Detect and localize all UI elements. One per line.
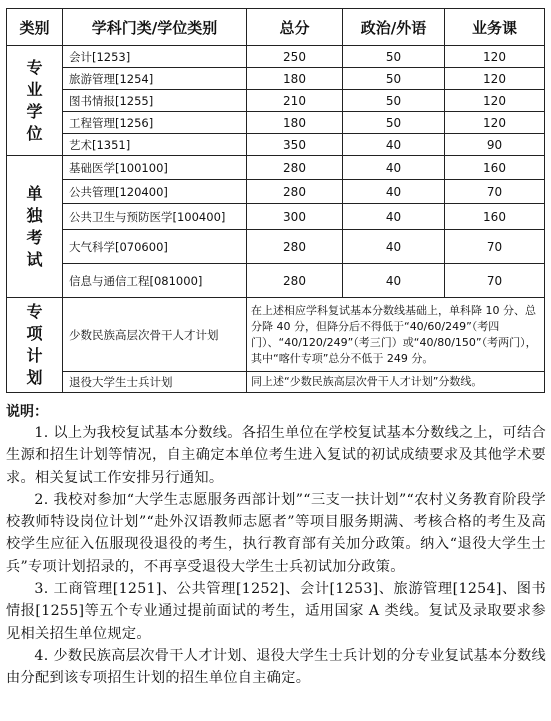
total-score: 180 [247, 68, 343, 90]
notes-heading: 说明： [6, 404, 48, 420]
category-special-plan: 专项计划 [7, 298, 63, 393]
discipline-name: 信息与通信工程[081000] [63, 264, 247, 298]
total-score: 300 [247, 204, 343, 230]
category-separate-exam: 单独考试 [7, 156, 63, 298]
discipline-name: 基础医学[100100] [63, 156, 247, 180]
politics-score: 50 [343, 46, 445, 68]
score-table [6, 8, 545, 393]
special-plan-note: 在上述相应学科复试基本分数线基础上，单科降 10 分、总分降 40 分，但降分后不得低于“40/60/249”（考四门）、“40/120/249”（考三门）或“40/80/150”（考两门），其中“喀什专项”总分不低于 249 分。 [247, 298, 545, 372]
discipline-name: 退役大学生士兵计划 [63, 372, 247, 393]
note-paragraph: 1. 以上为我校复试基本分数线。各招生单位在学校复试基本分数线之上，可结合生源和招生计划等情况，自主确定本单位考生进入复试的初试成绩要求及其他学术要求。相关复试工作安排另行通知。 [6, 425, 546, 486]
total-score: 280 [247, 264, 343, 298]
table-row [7, 180, 545, 204]
table-row [7, 68, 545, 90]
major-score: 120 [445, 90, 545, 112]
note-paragraph: 2. 我校对参加“大学生志愿服务西部计划”“三支一扶计划”“农村义务教育阶段学校教师特设岗位计划”“赴外汉语教师志愿者”等项目服务期满、考核合格的考生及高校学生应征入伍服现役退役的考生，执行教育部有关加分政策。纳入“退役大学生士兵”专项计划招录的，不再享受退役大学生士兵初试加分政策。 [6, 491, 546, 575]
discipline-name: 公共管理[120400] [63, 180, 247, 204]
major-score: 120 [445, 68, 545, 90]
politics-score: 40 [343, 156, 445, 180]
discipline-name: 会计[1253] [63, 46, 247, 68]
politics-score: 40 [343, 204, 445, 230]
total-score: 280 [247, 230, 343, 264]
table-row [7, 112, 545, 134]
discipline-name: 旅游管理[1254] [63, 68, 247, 90]
politics-score: 50 [343, 112, 445, 134]
table-row [7, 264, 545, 298]
header-discipline: 学科门类/学位类别 [63, 9, 247, 46]
table-row [7, 46, 545, 68]
header-politics-language: 政治/外语 [343, 9, 445, 46]
special-plan-note: 同上述“少数民族高层次骨干人才计划”分数线。 [247, 372, 545, 393]
discipline-name: 少数民族高层次骨干人才计划 [63, 298, 247, 372]
discipline-name: 艺术[1351] [63, 134, 247, 156]
note-paragraph: 3. 工商管理[1251]、公共管理[1252]、会计[1253]、旅游管理[1254]、图书情报[1255]等五个专业通过提前面试的考生，适用国家 A 类线。复试及录取要求参见相关招生单位规定。 [6, 581, 546, 642]
politics-score: 40 [343, 134, 445, 156]
total-score: 180 [247, 112, 343, 134]
major-score: 70 [445, 264, 545, 298]
politics-score: 40 [343, 230, 445, 264]
table-row [7, 230, 545, 264]
discipline-name: 图书情报[1255] [63, 90, 247, 112]
table-row [7, 298, 545, 372]
table-row [7, 90, 545, 112]
major-score: 70 [445, 180, 545, 204]
discipline-name: 大气科学[070600] [63, 230, 247, 264]
table-row [7, 156, 545, 180]
total-score: 250 [247, 46, 343, 68]
total-score: 280 [247, 156, 343, 180]
major-score: 70 [445, 230, 545, 264]
major-score: 160 [445, 156, 545, 180]
header-major-course: 业务课 [445, 9, 545, 46]
discipline-name: 工程管理[1256] [63, 112, 247, 134]
total-score: 280 [247, 180, 343, 204]
header-total: 总分 [247, 9, 343, 46]
politics-score: 40 [343, 180, 445, 204]
header-category: 类别 [7, 9, 63, 46]
category-professional-degree: 专业学位 [7, 46, 63, 156]
politics-score: 50 [343, 90, 445, 112]
major-score: 90 [445, 134, 545, 156]
table-header-row [7, 9, 545, 46]
major-score: 120 [445, 112, 545, 134]
table-row [7, 204, 545, 230]
discipline-name: 公共卫生与预防医学[100400] [63, 204, 247, 230]
major-score: 120 [445, 46, 545, 68]
table-row [7, 372, 545, 393]
major-score: 160 [445, 204, 545, 230]
notes-section [6, 402, 546, 690]
note-paragraph: 4. 少数民族高层次骨干人才计划、退役大学生士兵计划的分专业复试基本分数线由分配到该专项招生计划的招生单位自主确定。 [6, 647, 546, 687]
total-score: 350 [247, 134, 343, 156]
total-score: 210 [247, 90, 343, 112]
table-row [7, 134, 545, 156]
politics-score: 50 [343, 68, 445, 90]
politics-score: 40 [343, 264, 445, 298]
